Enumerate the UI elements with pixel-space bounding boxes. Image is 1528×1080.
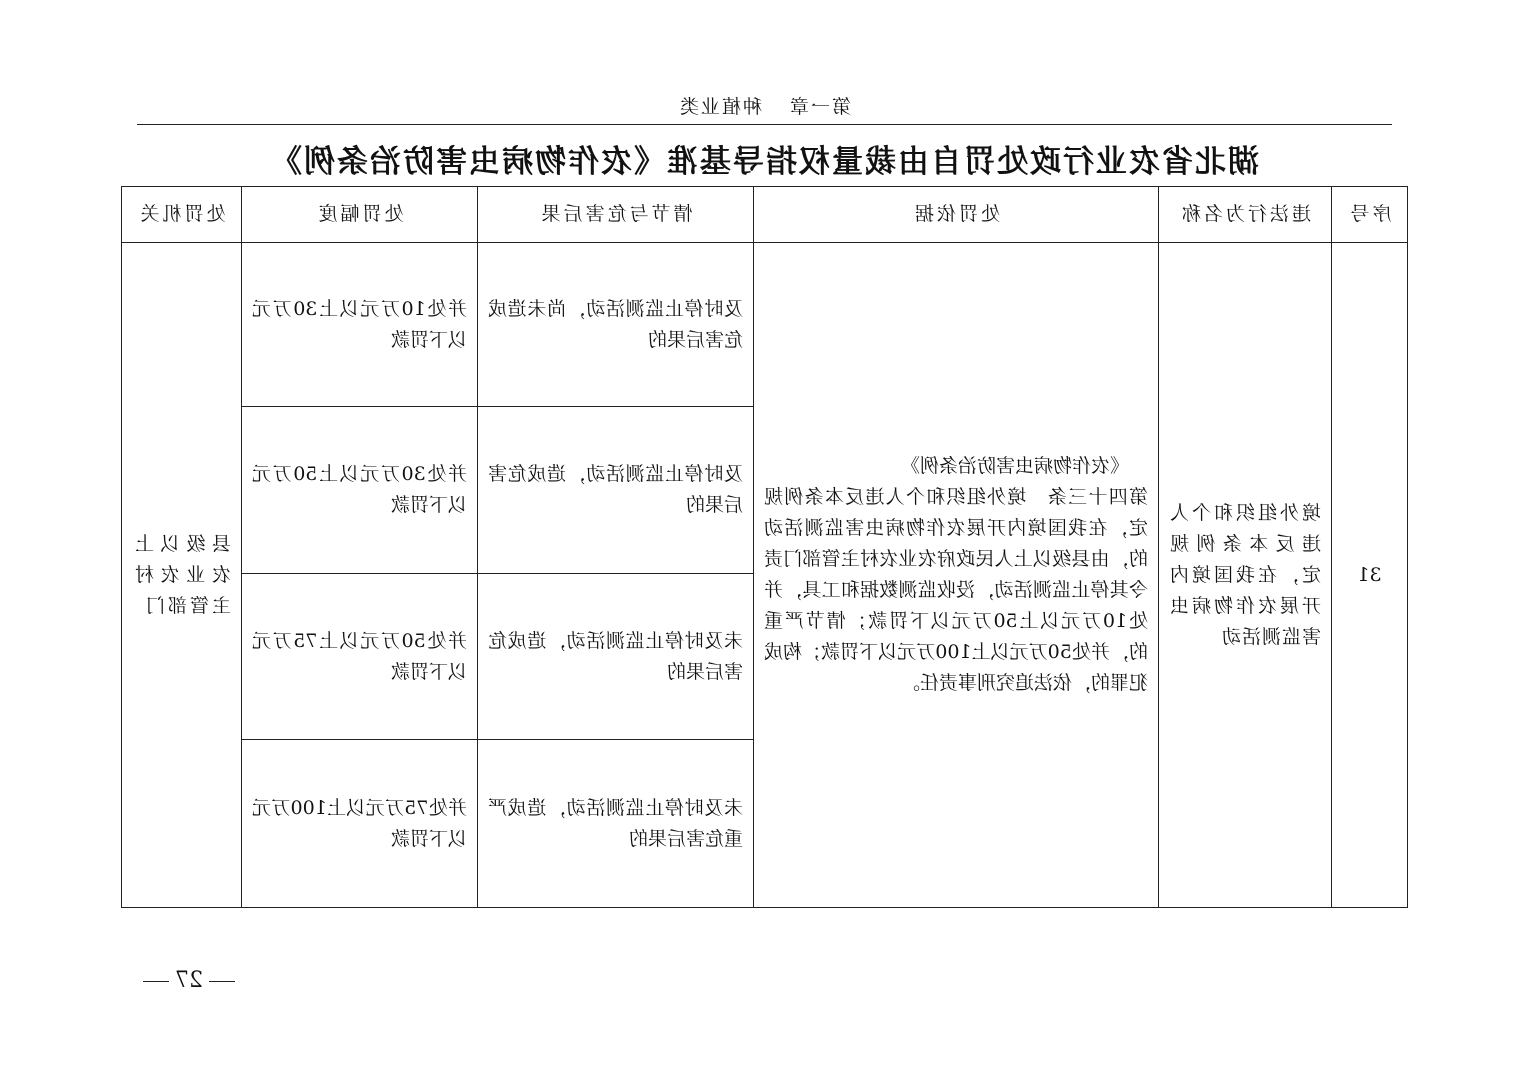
table-header-row [122,187,1408,243]
basis-article-text: 第四十三条 境外组织和个人违反本条例规定，在我国境内开展农作物病虫害监测活动的，由县级以上人民政府农业农村主管部门责令其停止监测活动，没收监测数据和工具，并处10万元以上50万元以下罚款；情节严重的，并处50万元以上100万元以下罚款；构成犯罪的，依法追究刑事责任。 [764,486,1148,694]
header-authority: 处罚机关 [122,187,242,243]
range-cell-2: 并处30万元以上50万元以下罚款 [242,407,478,574]
range-cell-4: 并处75万元以上100万元以下罚款 [242,740,478,908]
basis-cell [754,243,1159,908]
seq-cell: 31 [1332,243,1408,908]
penalty-table [121,186,1408,908]
circumstance-cell-2: 及时停止监测活动，造成危害后果的 [478,407,754,574]
chapter-label: 第一章 [788,96,852,118]
violation-cell: 境外组织和个人违反本条例规定，在我国境内开展农作物病虫害监测活动 [1159,243,1332,908]
circumstance-cell-4: 未及时停止监测活动，造成严重危害后果的 [478,740,754,908]
page-footer [137,968,241,993]
range-cell-3: 并处50万元以上75万元以下罚款 [242,574,478,740]
table-row [122,243,1408,407]
circumstance-cell-1: 及时停止监测活动，尚未造成危害后果的 [478,243,754,407]
circumstance-cell-3: 未及时停止监测活动，造成危害后果的 [478,574,754,740]
header-violation: 违法行为名称 [1159,187,1332,243]
running-header [137,92,1392,119]
header-circumstance: 情节与危害后果 [478,187,754,243]
page-number: 27 [175,968,203,993]
header-range: 处罚幅度 [242,187,478,243]
header-rule [137,124,1392,125]
footer-dash-left [209,981,235,982]
footer-dash-right [143,981,169,982]
range-cell-1: 并处10万元以上30万元以下罚款 [242,243,478,407]
header-basis: 处罚依据 [754,187,1159,243]
running-header-text [678,92,851,119]
header-seq: 序号 [1332,187,1408,243]
authority-cell: 县级以上农业农村主管部门 [122,243,242,908]
basis-regulation-title: 《农作物病虫害防治条例》 [900,455,1129,477]
page-title [121,136,1407,181]
page-title-text: 湖北省农业行政处罚自由裁量权指导基准《农作物病虫害防治条例》 [269,144,1259,180]
category-label: 种植业类 [677,96,762,118]
